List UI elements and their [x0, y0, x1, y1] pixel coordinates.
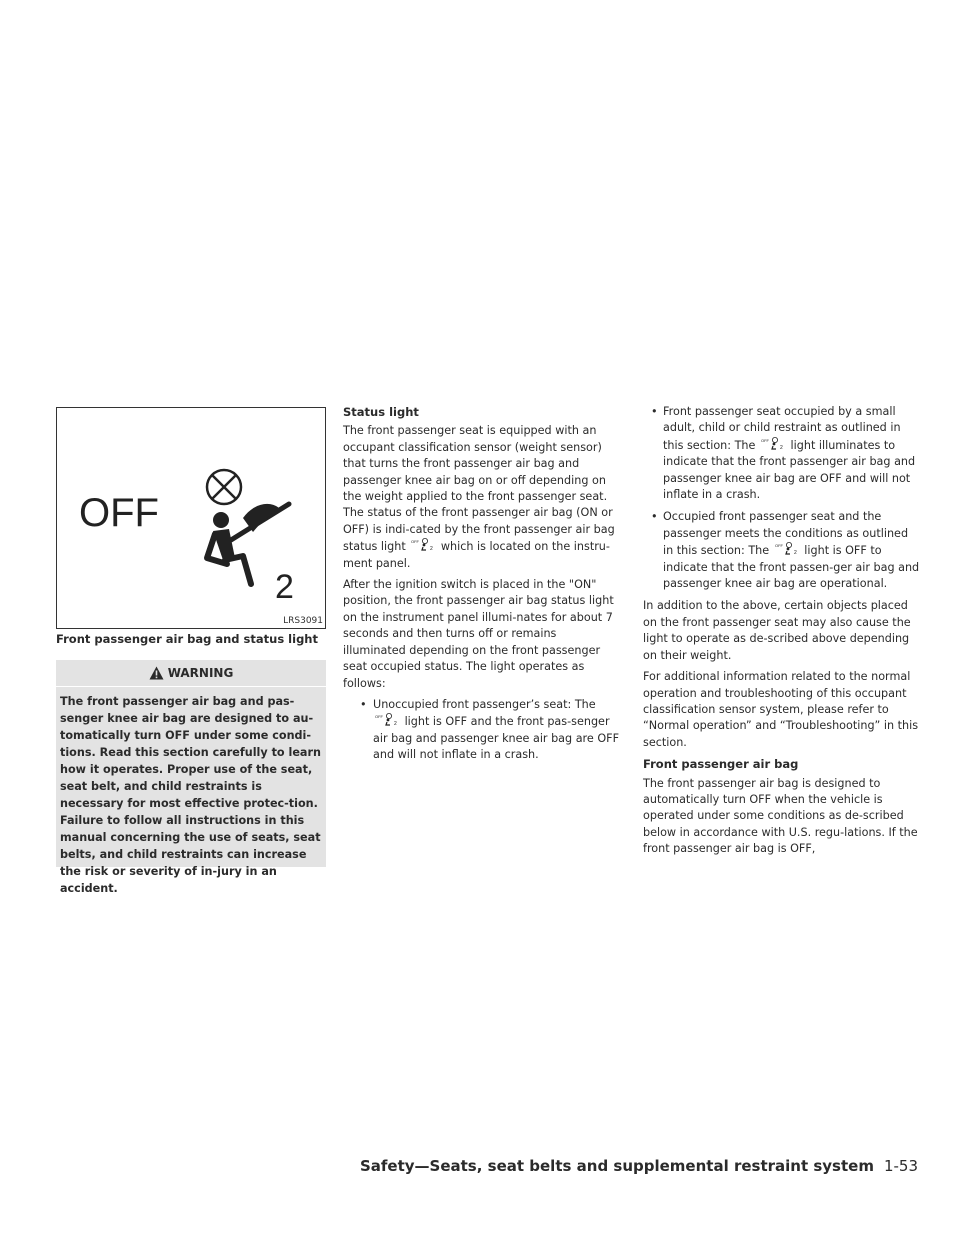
seat-number-label: 2 — [275, 568, 294, 606]
bullet-text-a: Unoccupied front passenger’s seat: The — [373, 697, 596, 711]
bullet-text-a: Front passenger seat occupied by a small adult, child or child restraint as outlined in this section: The — [663, 405, 901, 452]
status-light-text-b: which is located on the instru-ment panel. — [343, 540, 610, 570]
svg-text:2: 2 — [779, 444, 783, 450]
bullet-text-b: light is OFF to indicate that the front passen-ger air bag and passenger knee air bag are operational. — [663, 544, 920, 591]
figure-caption: Front passenger air bag and status light — [56, 632, 318, 646]
column-continued — [643, 404, 921, 863]
svg-text:OFF: OFF — [760, 437, 769, 443]
page-footer — [360, 1156, 918, 1176]
bullet-marker: • — [651, 510, 658, 524]
svg-text:2: 2 — [394, 721, 397, 727]
warning-box — [56, 660, 326, 895]
warning-triangle-icon — [149, 666, 164, 680]
figure-off-label: OFF — [79, 491, 159, 535]
airbag-off-status-icon — [375, 713, 399, 726]
bullet-text-b: light illuminates to indicate that the front passenger air bag and passenger knee air bag are OFF and will not inflate in a crash. — [663, 438, 916, 502]
status-light-text-a: The front passenger seat is equipped with an occupant classification sensor (weight sensor) that turns the front passenger air bag and passenger knee air bag on or off depending on the weight applied to the front passenger seat. The status of the front passenger air bag (ON or OFF) is indi-cated by the front passenger air bag status light — [343, 424, 615, 554]
svg-text:2: 2 — [430, 546, 434, 552]
airbag-off-status-icon — [411, 538, 435, 551]
svg-text:OFF: OFF — [411, 539, 420, 545]
status-light-heading: Status light — [343, 405, 419, 419]
status-light-paragraph-3: In addition to the above, certain objects placed on the front passenger seat may also cause the light to operate as de-scribed above depending on their weight. — [643, 599, 911, 662]
svg-text:OFF: OFF — [375, 714, 383, 720]
svg-text:OFF: OFF — [774, 543, 783, 549]
status-light-paragraph-2: After the ignition switch is placed in the "ON" position, the front passenger air bag status light on the instrument panel illumi-nates for about 7 seconds and then turns off or remains illuminated depending on the front passenger seat occupied status. The light operates as follows: — [343, 578, 614, 690]
list-item — [643, 404, 921, 503]
bullet-text-a: Occupied front passenger seat and the passenger meets the conditions as outlined in this section: The — [663, 510, 909, 558]
list-item — [343, 697, 621, 764]
list-item — [643, 509, 921, 592]
front-airbag-heading: Front passenger air bag — [643, 757, 799, 772]
page-number: 1-53 — [883, 1157, 918, 1175]
bullet-text-b: light is OFF and the front pas-senger air bag and passenger knee air bag are OFF and will not inflate in a crash. — [373, 715, 620, 762]
airbag-off-illustration — [57, 408, 325, 628]
figure-id: LRS3091 — [283, 616, 323, 626]
warning-text: The front passenger air bag and pas-senger knee air bag are designed to au-tomatically turn OFF under some condi-tions. Read this section carefully to learn how it operates. Proper use of the seat, seat belt, and child restraints is necessary for most effective protec-tion. Failure to follow all instructions in this manual concerning the use of seats, seat belts, and child restraints can increase the risk or severity of in-jury in an accident. — [56, 686, 326, 897]
airbag-status-figure — [56, 407, 326, 629]
section-title: Safety—Seats, seat belts and supplemental restraint system — [359, 1157, 874, 1175]
crossed-circle-icon — [207, 470, 241, 504]
bullet-marker: • — [651, 405, 658, 418]
bullet-marker: • — [360, 697, 367, 711]
airbag-off-status-icon — [761, 437, 785, 450]
svg-text:2: 2 — [793, 550, 797, 556]
status-light-paragraph-1 — [343, 423, 621, 572]
column-status-light — [343, 404, 621, 770]
status-light-paragraph-4: For additional information related to the normal operation and troubleshooting of this occupant classification sensor system, please refer to “Normal operation” and “Troubleshooting” in this section. — [643, 670, 919, 749]
airbag-off-status-icon — [775, 542, 799, 555]
warning-heading: WARNING — [167, 666, 234, 680]
warning-header — [56, 660, 326, 686]
front-airbag-paragraph-1: The front passenger air bag is designed to automatically turn OFF when the vehicle is operated under some conditions as de-scribed below in accordance with U.S. regu-lations. If the front passenger air bag is OFF, — [643, 776, 918, 856]
